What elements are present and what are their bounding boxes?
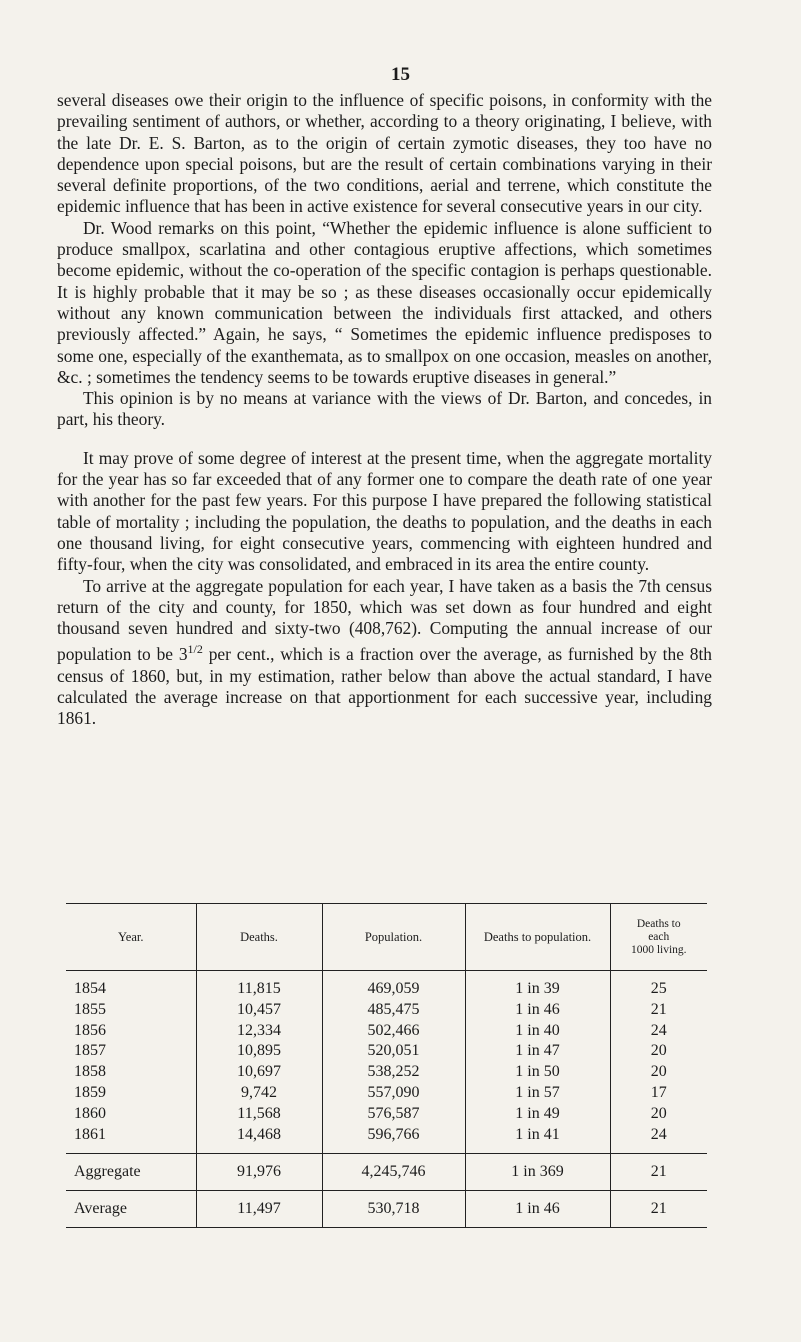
aggregate-ratio: 1 in 369 bbox=[465, 1154, 610, 1191]
population-cell: 485,475 bbox=[367, 1000, 420, 1018]
population-cell: 596,766 bbox=[367, 1125, 420, 1143]
paragraph: several diseases owe their origin to the influence of specific poisons, in conformity with the prevailing sentiment of authors, or whether, according to a theory originating, I believe, with the late Dr. E. S. Barton, as to the origin of certain zymotic diseases, they too have no dependence upon special poisons, but are the result of certain combinations varying in their several definite proportions, of the two conditions, aerial and terrene, which constitute the epidemic influence that has been in active existence for several consecutive years in our city. bbox=[57, 90, 712, 217]
average-row bbox=[66, 1191, 707, 1228]
year-column bbox=[66, 971, 196, 1154]
header-population: Population. bbox=[322, 904, 465, 971]
ratio-cell: 1 in 39 bbox=[515, 980, 560, 997]
rate-cell: 20 bbox=[650, 1042, 667, 1060]
ratio-cell: 1 in 50 bbox=[515, 1063, 560, 1081]
paragraph bbox=[57, 576, 712, 730]
deaths-cell: 10,895 bbox=[237, 1042, 281, 1060]
population-cell: 520,051 bbox=[367, 1042, 420, 1060]
year-cell: 1856 bbox=[74, 1021, 106, 1039]
population-cell: 576,587 bbox=[367, 1104, 420, 1122]
year-cell: 1860 bbox=[74, 1104, 106, 1122]
ratio-cell: 1 in 47 bbox=[515, 1042, 560, 1060]
deaths-cell: 10,457 bbox=[237, 1000, 281, 1018]
rate-cell: 20 bbox=[650, 1063, 667, 1081]
deaths-cell: 11,815 bbox=[237, 980, 281, 997]
ratio-cell: 1 in 41 bbox=[515, 1125, 560, 1143]
fraction: 1/2 bbox=[187, 642, 203, 657]
page-number: 15 bbox=[391, 64, 410, 85]
deaths-cell: 14,468 bbox=[237, 1125, 281, 1143]
paragraph: This opinion is by no means at variance with the views of Dr. Barton, and concedes, in part, his theory. bbox=[57, 388, 712, 430]
ratio-cell: 1 in 40 bbox=[515, 1021, 560, 1039]
rate-cell: 20 bbox=[650, 1104, 667, 1122]
aggregate-deaths: 91,976 bbox=[196, 1154, 322, 1191]
average-rate: 21 bbox=[610, 1191, 707, 1228]
population-cell: 502,466 bbox=[367, 1021, 420, 1039]
population-cell: 538,252 bbox=[367, 1063, 420, 1081]
year-cell: 1855 bbox=[74, 1000, 106, 1018]
deaths-cell: 10,697 bbox=[237, 1063, 281, 1081]
body-text bbox=[57, 90, 712, 729]
population-column bbox=[322, 971, 465, 1154]
population-cell: 469,059 bbox=[367, 980, 420, 997]
header-line: 1000 living. bbox=[630, 943, 687, 956]
deaths-cell: 9,742 bbox=[241, 1083, 277, 1101]
ratio-cell: 1 in 57 bbox=[515, 1083, 560, 1101]
population-cell: 557,090 bbox=[367, 1083, 420, 1101]
rate-cell: 25 bbox=[650, 980, 667, 997]
header-deaths-per-thousand bbox=[610, 904, 707, 971]
aggregate-population: 4,245,746 bbox=[322, 1154, 465, 1191]
rate-cell: 17 bbox=[650, 1083, 667, 1101]
paragraph-text: per cent., which is a fraction over the average, as furnished by the 8th census of 1860, but, in my estimation, rather below than above the actual standard, I have calculated the average increase on that apportionment for each successive year, including 1861. bbox=[57, 644, 712, 729]
year-cell: 1861 bbox=[74, 1125, 106, 1143]
rate-cell: 24 bbox=[650, 1125, 667, 1143]
paragraph: It may prove of some degree of interest at the present time, when the aggregate mortality for the year has so far exceeded that of any former one to compare the death rate of one year with another for the past few years. For this purpose I have prepared the following statistical table of mortality ; including the population, the deaths to population, and the deaths in each one thousand living, for eight consecutive years, commencing with eighteen hundred and fifty-four, when the city was consolidated, and embraced in its area the entire county. bbox=[57, 447, 712, 575]
average-ratio: 1 in 46 bbox=[465, 1191, 610, 1228]
aggregate-label: Aggregate bbox=[66, 1154, 196, 1191]
ratio-cell: 1 in 46 bbox=[515, 1000, 560, 1018]
ratio-column bbox=[465, 971, 610, 1154]
rate-cell: 24 bbox=[650, 1021, 667, 1039]
deaths-cell: 12,334 bbox=[237, 1021, 281, 1039]
mortality-table bbox=[66, 903, 707, 1228]
ratio-cell: 1 in 49 bbox=[515, 1104, 560, 1122]
aggregate-row bbox=[66, 1154, 707, 1191]
year-cell: 1854 bbox=[74, 980, 106, 997]
rate-column bbox=[610, 971, 707, 1154]
year-cell: 1857 bbox=[74, 1042, 106, 1060]
rate-cell: 21 bbox=[650, 1000, 667, 1018]
paragraph: Dr. Wood remarks on this point, “Whether the epidemic influence is alone sufficient to produce smallpox, scarlatina and other contagious eruptive affections, which sometimes become epidemic, without the co-operation of the specific contagion is perhaps questionable. It is highly probable that it may be so ; as these diseases occasionally occur epidemically without any known communication between the individuals first attacked, and others previously affected.” Again, he says, “ Sometimes the epidemic influence predisposes to some one, especially of the exanthemata, as to smallpox on one occasion, measles on another, &c. ; sometimes the tendency seems to be towards eruptive diseases in general.” bbox=[57, 217, 712, 387]
paragraph-text: To arrive at the aggregate population for each year, I have taken as a basis the 7th census return of the city and county, for 1850, which was set down as four hundred and eight thousand seven hundred and sixty-two (408,762). Computing the annual increase of our population to be 3 bbox=[57, 575, 712, 665]
header-year: Year. bbox=[66, 904, 196, 971]
deaths-cell: 11,568 bbox=[237, 1104, 281, 1122]
year-cell: 1859 bbox=[74, 1083, 106, 1101]
deaths-column bbox=[196, 971, 322, 1154]
header-line: each bbox=[648, 930, 670, 943]
aggregate-rate: 21 bbox=[610, 1154, 707, 1191]
header-line: Deaths to bbox=[636, 917, 681, 930]
header-deaths: Deaths. bbox=[196, 904, 322, 971]
average-label: Average bbox=[66, 1191, 196, 1228]
average-deaths: 11,497 bbox=[196, 1191, 322, 1228]
header-deaths-to-population: Deaths to population. bbox=[465, 904, 610, 971]
average-population: 530,718 bbox=[322, 1191, 465, 1228]
year-cell: 1858 bbox=[74, 1063, 106, 1081]
